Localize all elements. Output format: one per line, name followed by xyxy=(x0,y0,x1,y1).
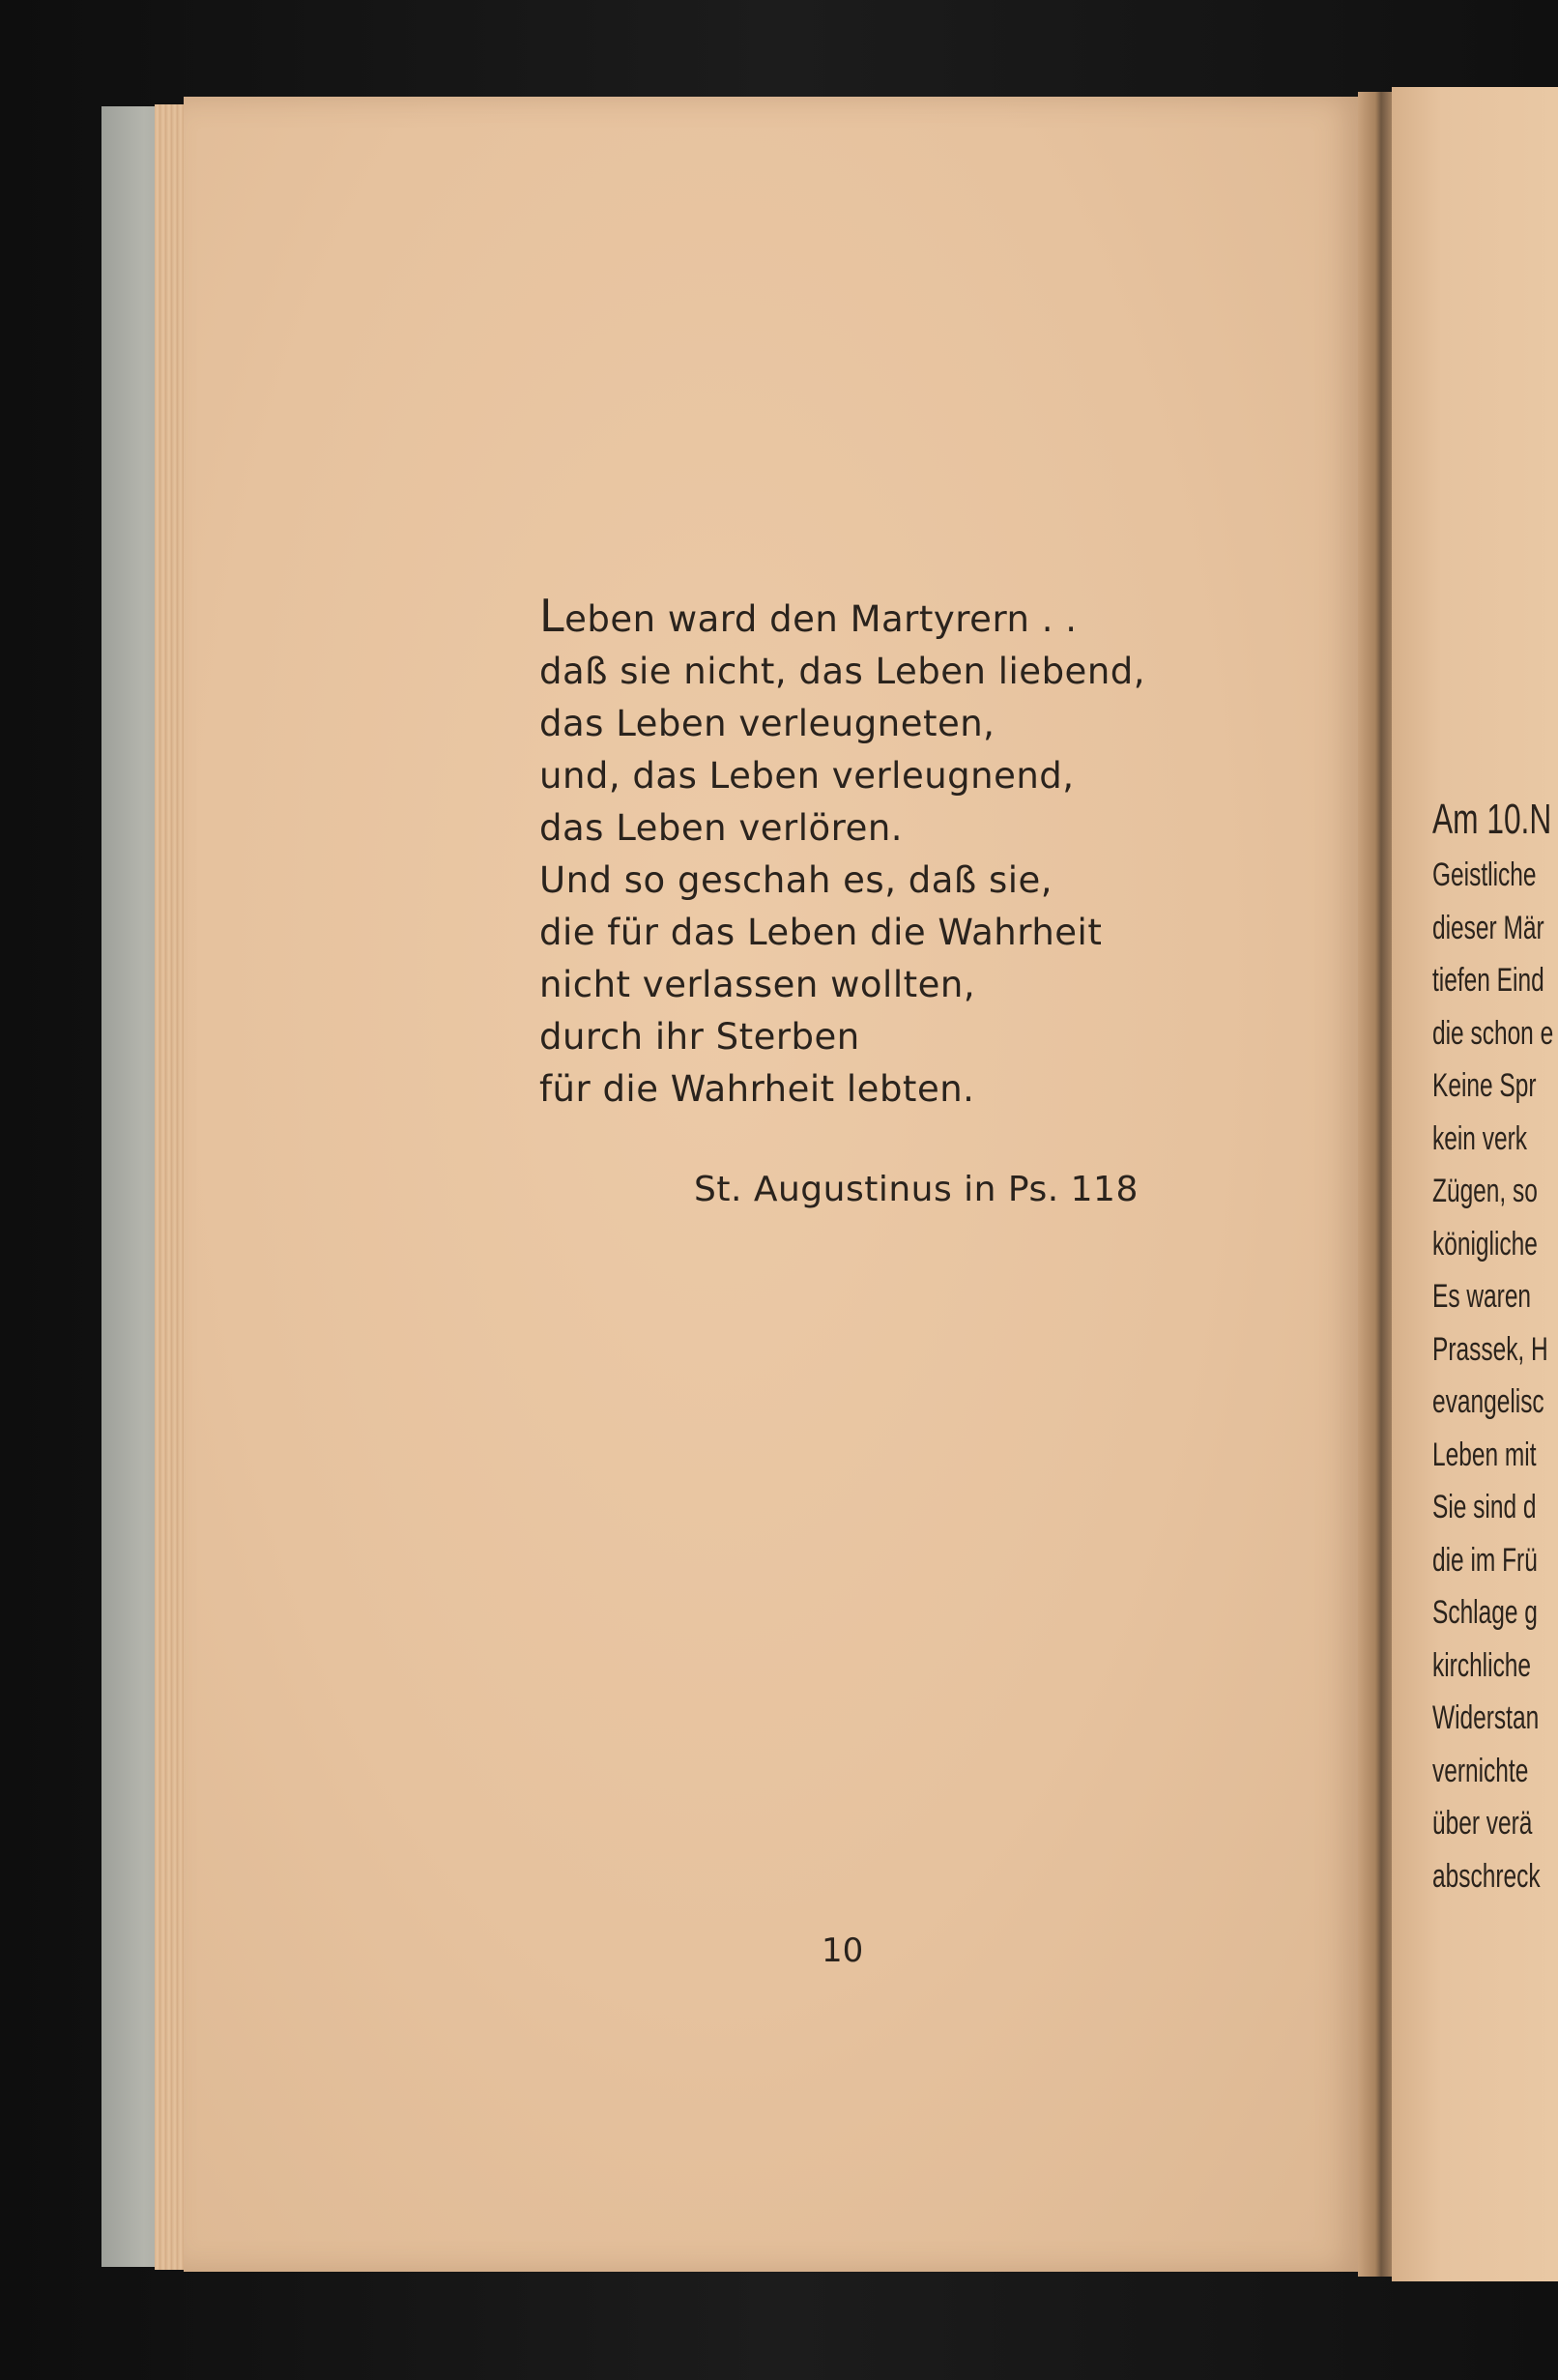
poem-line-2: daß sie nicht, das Leben liebend, xyxy=(539,651,1146,692)
right-line: Leben mit xyxy=(1432,1436,1537,1473)
right-line: Prassek, H xyxy=(1432,1330,1548,1368)
poem-line-4: und, das Leben verleugnend, xyxy=(539,755,1075,797)
right-line: über verä xyxy=(1432,1805,1533,1842)
right-page-heading: Am 10.N xyxy=(1432,796,1552,843)
right-line: kein verk xyxy=(1432,1119,1527,1157)
book-gutter xyxy=(1358,92,1397,2277)
poem-attribution: St. Augustinus in Ps. 118 xyxy=(694,1170,1139,1209)
right-line: die schon e xyxy=(1432,1014,1554,1052)
right-line: königliche xyxy=(1432,1225,1538,1263)
poem-line-10: für die Wahrheit lebten. xyxy=(539,1068,975,1110)
right-page-text xyxy=(1432,791,1558,1902)
poem-line-6: Und so geschah es, daß sie, xyxy=(539,859,1053,901)
right-line: dieser Mär xyxy=(1432,909,1544,946)
right-line: evangelisc xyxy=(1432,1383,1544,1420)
poem-line-5: das Leben verlören. xyxy=(539,807,904,849)
right-line: tiefen Eind xyxy=(1432,962,1544,999)
poem-initial: L xyxy=(539,590,565,642)
poem-line-8: nicht verlassen wollten, xyxy=(539,964,976,1005)
poem-line-9: durch ihr Sterben xyxy=(539,1016,860,1058)
poem-line-3: das Leben verleugneten, xyxy=(539,703,995,744)
right-line: kirchliche xyxy=(1432,1646,1532,1684)
right-line: Keine Spr xyxy=(1432,1067,1537,1104)
right-line: abschreck xyxy=(1432,1857,1541,1895)
page-number: 10 xyxy=(822,1931,864,1970)
right-line: die im Frü xyxy=(1432,1541,1538,1579)
right-line: Schlage g xyxy=(1432,1594,1538,1631)
right-page xyxy=(1392,87,1558,2281)
poem-line-7: die für das Leben die Wahrheit xyxy=(539,912,1103,953)
right-line: Geistliche xyxy=(1432,856,1537,893)
poem xyxy=(539,590,1216,1116)
right-line: Es waren xyxy=(1432,1278,1532,1315)
right-line: Zügen, so xyxy=(1432,1173,1538,1209)
right-line: vernichte xyxy=(1432,1752,1529,1789)
right-line: Widerstan xyxy=(1432,1699,1540,1736)
right-line: Sie sind d xyxy=(1432,1489,1537,1525)
poem-line-1 xyxy=(539,590,1216,646)
poem-line-1-text: eben ward den Martyrern . . xyxy=(564,598,1078,640)
